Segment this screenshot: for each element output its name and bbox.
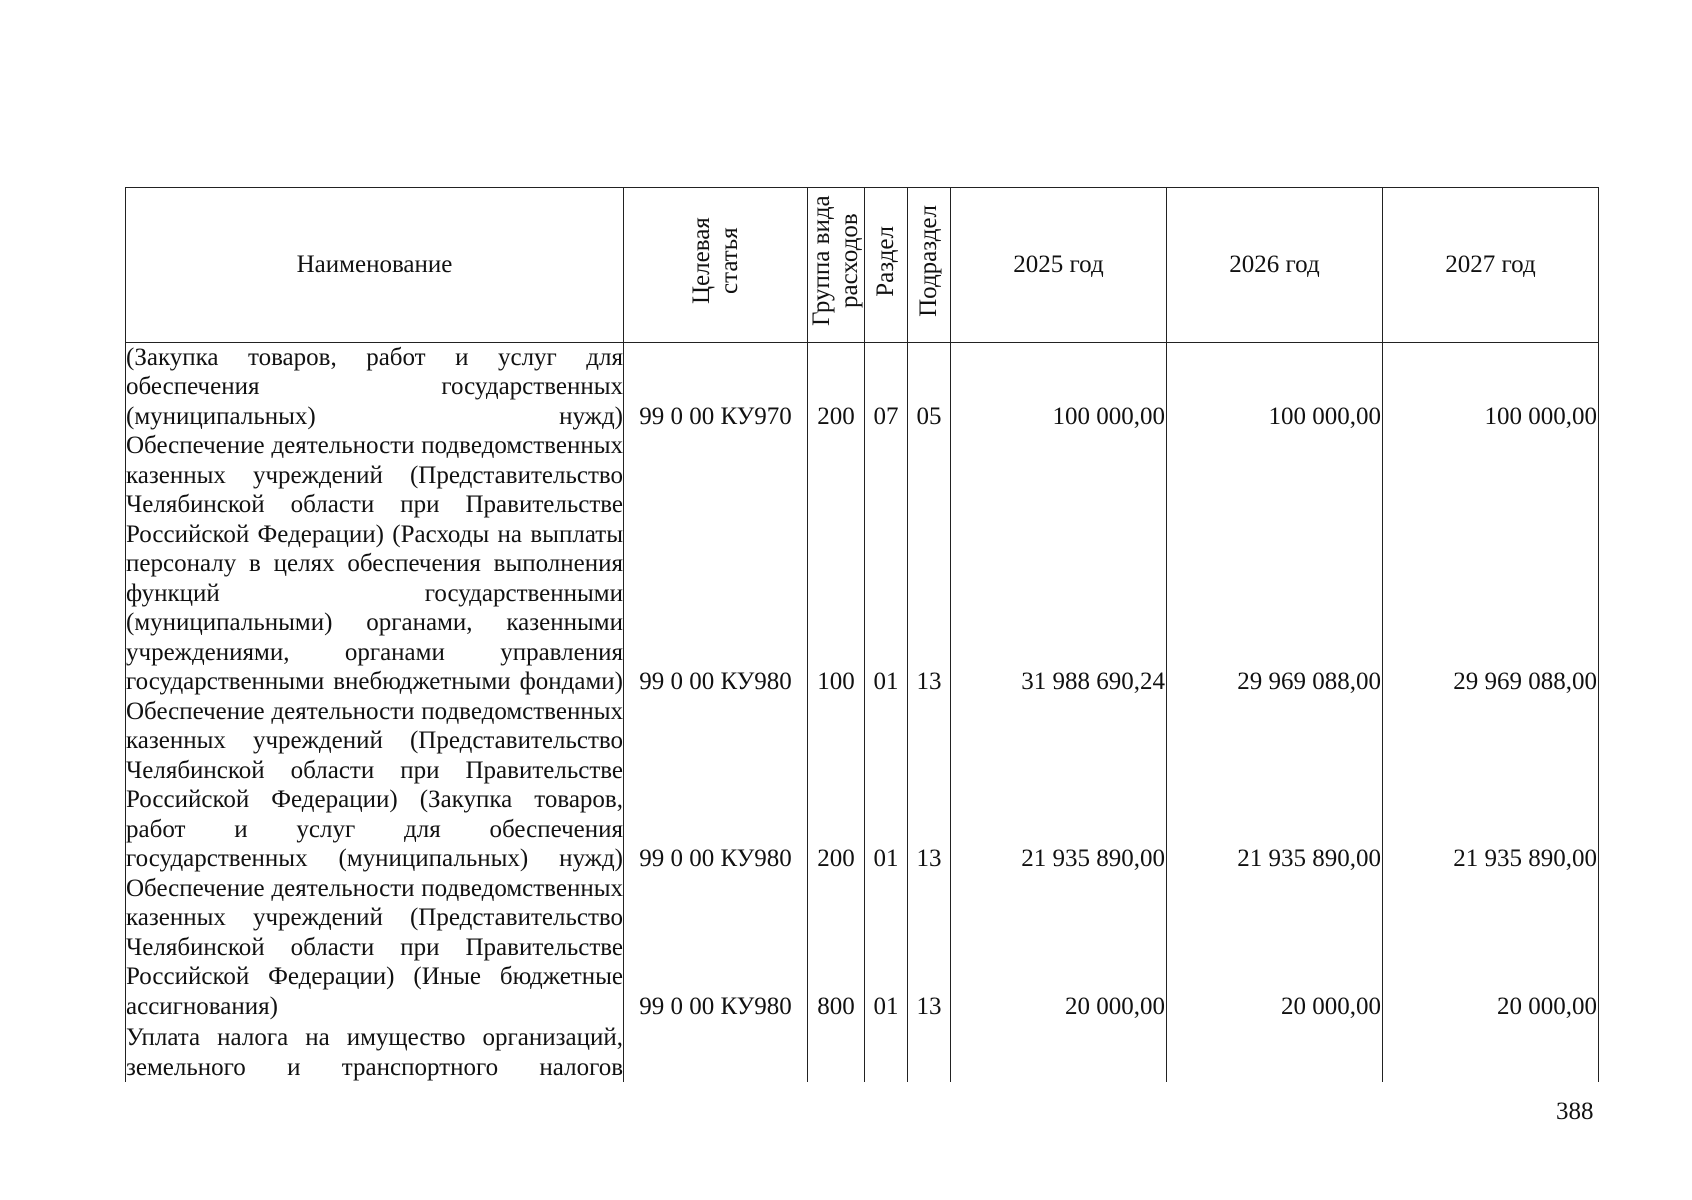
row-amount-2027: 29 969 088,00 bbox=[1383, 431, 1599, 697]
table-row bbox=[126, 697, 1599, 874]
table-row bbox=[126, 431, 1599, 697]
table-header bbox=[126, 188, 1599, 343]
row-name: Обеспечение деятельности подведомственных казенных учреждений (Представительство Челябинской области при Правительстве Российской Федерации) (Расходы на выплаты персоналу в целях обеспечения выполнения функций государственными (муниципальными) органами, казенными учреждениями, органами управления государственными внебюджетными фондами) bbox=[126, 432, 623, 695]
row-target-article bbox=[624, 1021, 808, 1082]
row-name: Уплата налога на имущество организаций, земельного и транспортного налогов bbox=[126, 1021, 624, 1082]
row-amount-2026: 100 000,00 bbox=[1167, 342, 1383, 431]
row-amount-2025 bbox=[951, 1021, 1167, 1082]
header-2027: 2027 год bbox=[1383, 188, 1599, 343]
row-subsection: 13 bbox=[908, 431, 951, 697]
header-2025: 2025 год bbox=[951, 188, 1167, 343]
row-section: 01 bbox=[865, 431, 908, 697]
row-amount-2027: 20 000,00 bbox=[1383, 874, 1599, 1022]
row-subsection: 13 bbox=[908, 697, 951, 874]
table-row bbox=[126, 874, 1599, 1022]
table-row bbox=[126, 1021, 1599, 1082]
row-subsection: 05 bbox=[908, 342, 951, 431]
row-amount-2027: 21 935 890,00 bbox=[1383, 697, 1599, 874]
table-row bbox=[126, 342, 1599, 431]
row-target-article: 99 0 00 КУ980 bbox=[624, 697, 808, 874]
row-expense-group: 800 bbox=[808, 874, 865, 1022]
header-target-article: Целевая статья bbox=[624, 188, 808, 343]
row-amount-2025: 100 000,00 bbox=[951, 342, 1167, 431]
row-section bbox=[865, 1021, 908, 1082]
budget-table bbox=[125, 187, 1599, 1082]
row-amount-2026: 21 935 890,00 bbox=[1167, 697, 1383, 874]
row-name: Обеспечение деятельности подведомственных казенных учреждений (Представительство Челябинской области при Правительстве Российской Федерации) (Иные бюджетные ассигнования) bbox=[126, 874, 623, 1020]
row-target-article: 99 0 00 КУ970 bbox=[624, 342, 808, 431]
row-expense-group: 100 bbox=[808, 431, 865, 697]
row-subsection bbox=[908, 1021, 951, 1082]
row-amount-2026: 29 969 088,00 bbox=[1167, 431, 1383, 697]
row-amount-2027: 100 000,00 bbox=[1383, 342, 1599, 431]
row-expense-group bbox=[808, 1021, 865, 1082]
row-section: 01 bbox=[865, 697, 908, 874]
row-amount-2025: 31 988 690,24 bbox=[951, 431, 1167, 697]
row-amount-2025: 20 000,00 bbox=[951, 874, 1167, 1022]
header-subsection: Подраздел bbox=[908, 188, 951, 343]
header-section: Раздел bbox=[865, 188, 908, 343]
row-section: 07 bbox=[865, 342, 908, 431]
row-amount-2025: 21 935 890,00 bbox=[951, 697, 1167, 874]
row-amount-2027 bbox=[1383, 1021, 1599, 1082]
table-body bbox=[126, 342, 1599, 1082]
row-amount-2026 bbox=[1167, 1021, 1383, 1082]
row-section: 01 bbox=[865, 874, 908, 1022]
row-amount-2026: 20 000,00 bbox=[1167, 874, 1383, 1022]
header-name: Наименование bbox=[126, 188, 624, 343]
row-name: (Закупка товаров, работ и услуг для обеспечения государственных (муниципальных) нужд) bbox=[126, 343, 623, 430]
header-2026: 2026 год bbox=[1167, 188, 1383, 343]
row-name: Обеспечение деятельности подведомственных казенных учреждений (Представительство Челябинской области при Правительстве Российской Федерации) (Закупка товаров, работ и услуг для обеспечения государственных (муниципальных) нужд) bbox=[126, 697, 623, 872]
row-target-article: 99 0 00 КУ980 bbox=[624, 431, 808, 697]
header-expense-group: Группа вида расходов bbox=[808, 188, 865, 343]
row-expense-group: 200 bbox=[808, 697, 865, 874]
row-target-article: 99 0 00 КУ980 bbox=[624, 874, 808, 1022]
row-subsection: 13 bbox=[908, 874, 951, 1022]
page-number: 388 bbox=[1556, 1098, 1594, 1125]
row-expense-group: 200 bbox=[808, 342, 865, 431]
